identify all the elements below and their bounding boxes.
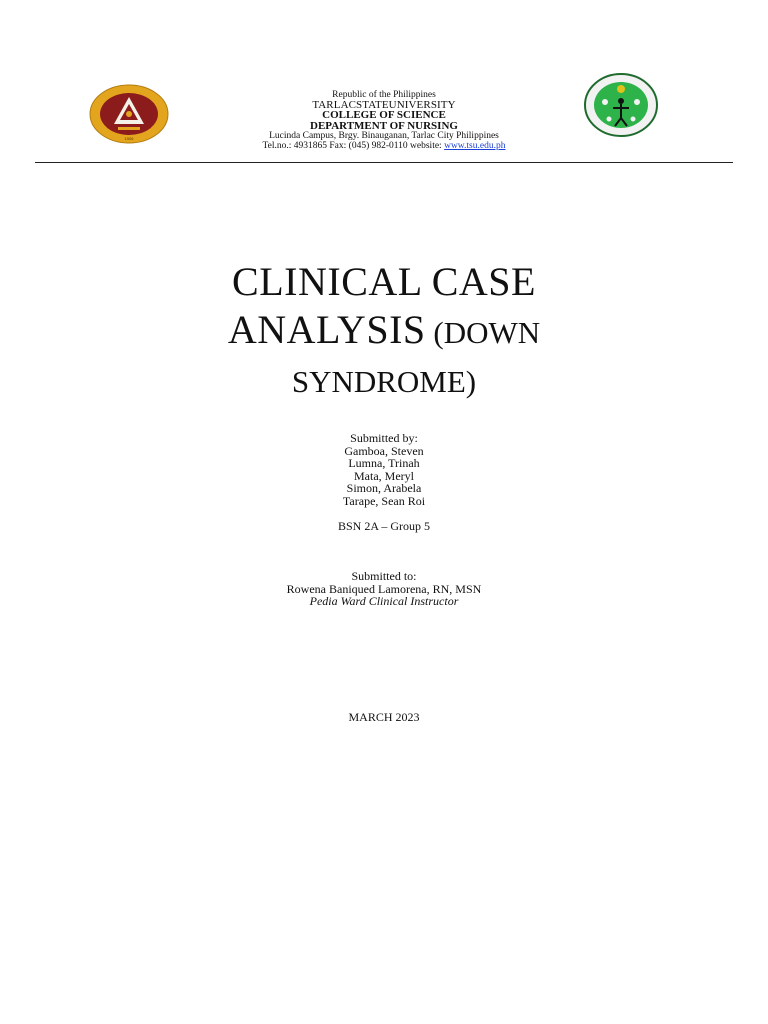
header-divider <box>35 162 733 163</box>
author-name: Mata, Meryl <box>354 468 414 483</box>
group-line: BSN 2A – Group 5 <box>337 519 430 533</box>
college-seal-icon <box>583 72 659 138</box>
submitted-by-label: Submitted by: <box>350 431 418 445</box>
title-line-2-main: ANALYSIS <box>227 307 426 352</box>
title-line-3: SYNDROME) <box>291 364 477 399</box>
title-line-2-paren: (DOWN <box>425 315 541 350</box>
title-line-1: CLINICAL CASE <box>232 259 536 304</box>
contact-text: Tel.no.: 4931865 Fax: (045) 982-0110 website: <box>262 141 445 152</box>
submitted-by-section <box>0 432 768 508</box>
university-seal-icon <box>88 84 170 144</box>
contact-line <box>200 141 568 151</box>
college-name: COLLEGE OF SCIENCE <box>322 109 446 122</box>
author-name: Gamboa, Steven <box>344 443 424 458</box>
institution-header <box>200 90 568 151</box>
submission-date: MARCH 2023 <box>348 710 420 724</box>
author-name: Simon, Arabela <box>346 481 422 496</box>
submitted-to-section <box>0 570 768 608</box>
website-link[interactable]: www.tsu.edu.ph <box>444 141 506 152</box>
title-line-2 <box>0 306 768 363</box>
instructor-name: Rowena Baniqued Lamorena, RN, MSN <box>286 581 482 596</box>
author-name: Lumna, Trinah <box>348 456 420 471</box>
country-line: Republic of the Philippines <box>332 90 436 100</box>
svg-text:1906: 1906 <box>124 136 134 141</box>
address-line: Lucinda Campus, Brgy. Binauganan, Tarlac City Philippines <box>269 130 499 141</box>
department-name: DEPARTMENT OF NURSING <box>310 119 458 132</box>
submitted-to-label: Submitted to: <box>351 569 417 583</box>
document-title <box>0 258 768 401</box>
instructor-role: Pedia Ward Clinical Instructor <box>309 594 459 609</box>
university-name: TARLACSTATEUNIVERSITY <box>312 99 456 112</box>
author-name: Tarape, Sean Roi <box>342 493 426 508</box>
document-header <box>0 0 768 170</box>
